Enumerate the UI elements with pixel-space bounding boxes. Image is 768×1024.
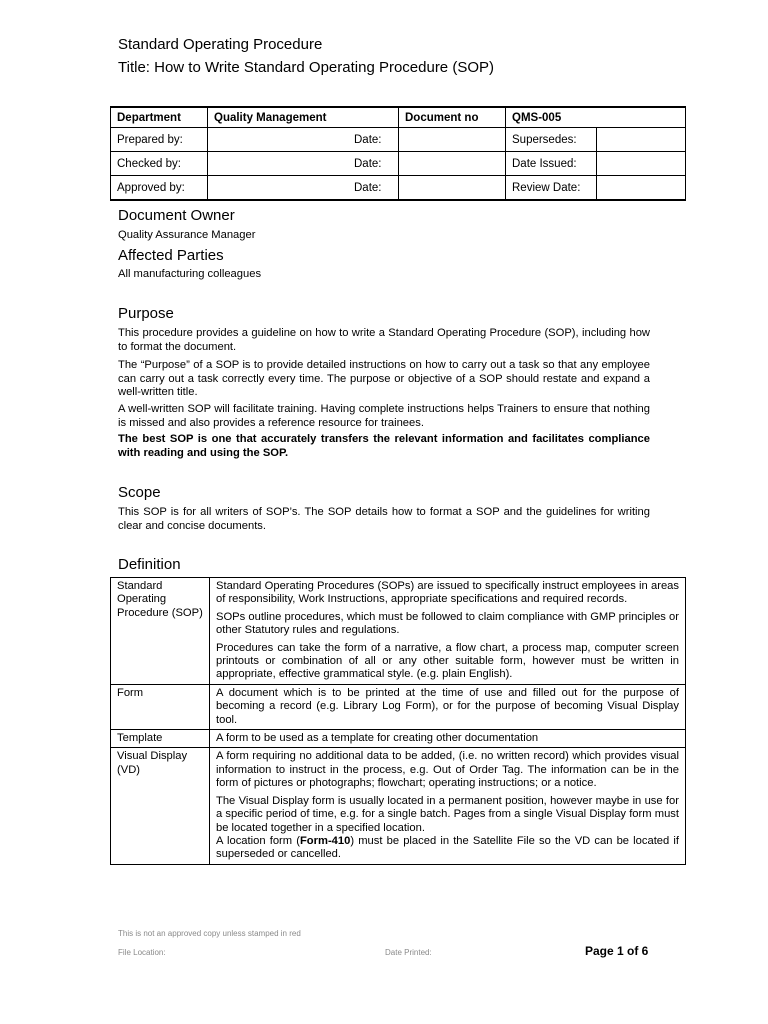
approved-by-date-label: Date: — [208, 176, 399, 201]
document-owner-heading: Document Owner — [118, 207, 235, 224]
prepared-by-date-value — [399, 128, 506, 152]
definition-description — [210, 748, 686, 864]
table-row — [111, 578, 686, 685]
definition-heading: Definition — [118, 556, 181, 573]
table-row — [111, 684, 686, 729]
affected-parties-heading: Affected Parties — [118, 247, 224, 264]
checked-by-date-value — [399, 152, 506, 176]
definition-term: Form — [111, 684, 210, 729]
definition-table — [110, 577, 686, 865]
table-row — [111, 107, 686, 128]
footer-file-location: File Location: — [118, 948, 166, 957]
definition-paragraph: A document which is to be printed at the time of use and filled out for the purpose of becoming a record (e.g. Library Log Form), or for the purpose of becoming Visual Display tool. — [216, 686, 679, 726]
prepared-by-label: Prepared by: — [111, 128, 208, 152]
footer-date-printed: Date Printed: — [385, 948, 432, 957]
approved-by-date-value — [399, 176, 506, 201]
definition-description — [210, 730, 686, 748]
definition-paragraph — [216, 835, 679, 862]
checked-by-label: Checked by: — [111, 152, 208, 176]
definition-paragraph: A form requiring no additional data to be added, (i.e. no written record) which provides visual information to instruct in the process, e.g. Out of Order Tag. The information can be in the form of pictures or photographs; flowchart; operating instructions; or a notice. — [216, 750, 679, 790]
definition-paragraph: The Visual Display form is usually located in a permanent position, however maybe in use for a specific period of time, e.g. for a single batch. Pages from a single Visual Display form must be located together in a specified location. — [216, 794, 679, 834]
approved-by-label: Approved by: — [111, 176, 208, 201]
definition-text: A location form ( — [216, 834, 300, 847]
review-date-value — [597, 176, 686, 201]
document-info-table — [110, 106, 686, 201]
definition-term: Standard Operating Procedure (SOP) — [111, 578, 210, 685]
page-number: Page 1 of 6 — [585, 944, 649, 958]
table-row — [111, 152, 686, 176]
date-issued-value — [597, 152, 686, 176]
scope-heading: Scope — [118, 484, 161, 501]
document-no-value: QMS-005 — [506, 107, 686, 128]
scope-text: This SOP is for all writers of SOP’s. The SOP details how to format a SOP and the guidelines for writing clear and concise documents. — [118, 506, 650, 532]
checked-by-date-label: Date: — [208, 152, 399, 176]
table-row — [111, 748, 686, 864]
table-row — [111, 176, 686, 201]
document-owner-text: Quality Assurance Manager — [118, 229, 256, 241]
definition-paragraph: SOPs outline procedures, which must be followed to claim compliance with GMP principles or other Statutory rules and regulations. — [216, 610, 679, 637]
purpose-paragraph-3: A well-written SOP will facilitate training. Having complete instructions helps Trainers to ensure that nothing is missed and also provides a reference resource for trainees. — [118, 403, 650, 429]
definition-text: ) must be placed in the Satellite File so the VD can be located if superseded or cancelled. — [216, 834, 679, 861]
department-label: Department — [111, 107, 208, 128]
definition-description — [210, 684, 686, 729]
date-issued-label: Date Issued: — [506, 152, 597, 176]
definition-description — [210, 578, 686, 685]
definition-paragraph: Standard Operating Procedures (SOPs) are issued to specifically instruct employees in areas of responsibility, Work Instructions, appropriate specifications and required records. — [216, 580, 679, 606]
table-row — [111, 730, 686, 748]
purpose-paragraph-1: This procedure provides a guideline on how to write a Standard Operating Procedure (SOP), including how to format the document. — [118, 327, 650, 353]
definition-term: Visual Display (VD) — [111, 748, 210, 864]
department-value: Quality Management — [208, 107, 399, 128]
table-row — [111, 128, 686, 152]
purpose-paragraph-4: The best SOP is one that accurately transfers the relevant information and facilitates compliance with reading and using the SOP. — [118, 433, 650, 459]
document-header: Standard Operating Procedure — [118, 36, 323, 53]
definition-term: Template — [111, 730, 210, 748]
purpose-heading: Purpose — [118, 305, 174, 322]
footer-approval-note: This is not an approved copy unless stamped in red — [118, 929, 301, 938]
review-date-label: Review Date: — [506, 176, 597, 201]
document-title: Title: How to Write Standard Operating Procedure (SOP) — [118, 59, 494, 76]
definition-paragraph: Procedures can take the form of a narrative, a flow chart, a process map, computer screen printouts or combination of all or any other suitable form, however must be written in appropriate, effective grammatical style. (e.g. plain English). — [216, 641, 679, 681]
purpose-paragraph-2: The “Purpose” of a SOP is to provide detailed instructions on how to carry out a task so that any employee can carry out a task correctly every time. The purpose or objective of a SOP should restate and expand a well-written title. — [118, 359, 650, 399]
definition-paragraph: A form to be used as a template for creating other documentation — [216, 732, 539, 745]
form-reference: Form-410 — [299, 834, 351, 847]
supersedes-label: Supersedes: — [506, 128, 597, 152]
affected-parties-text: All manufacturing colleagues — [118, 268, 262, 280]
supersedes-value — [597, 128, 686, 152]
prepared-by-date-label: Date: — [208, 128, 399, 152]
document-no-label: Document no — [399, 107, 506, 128]
